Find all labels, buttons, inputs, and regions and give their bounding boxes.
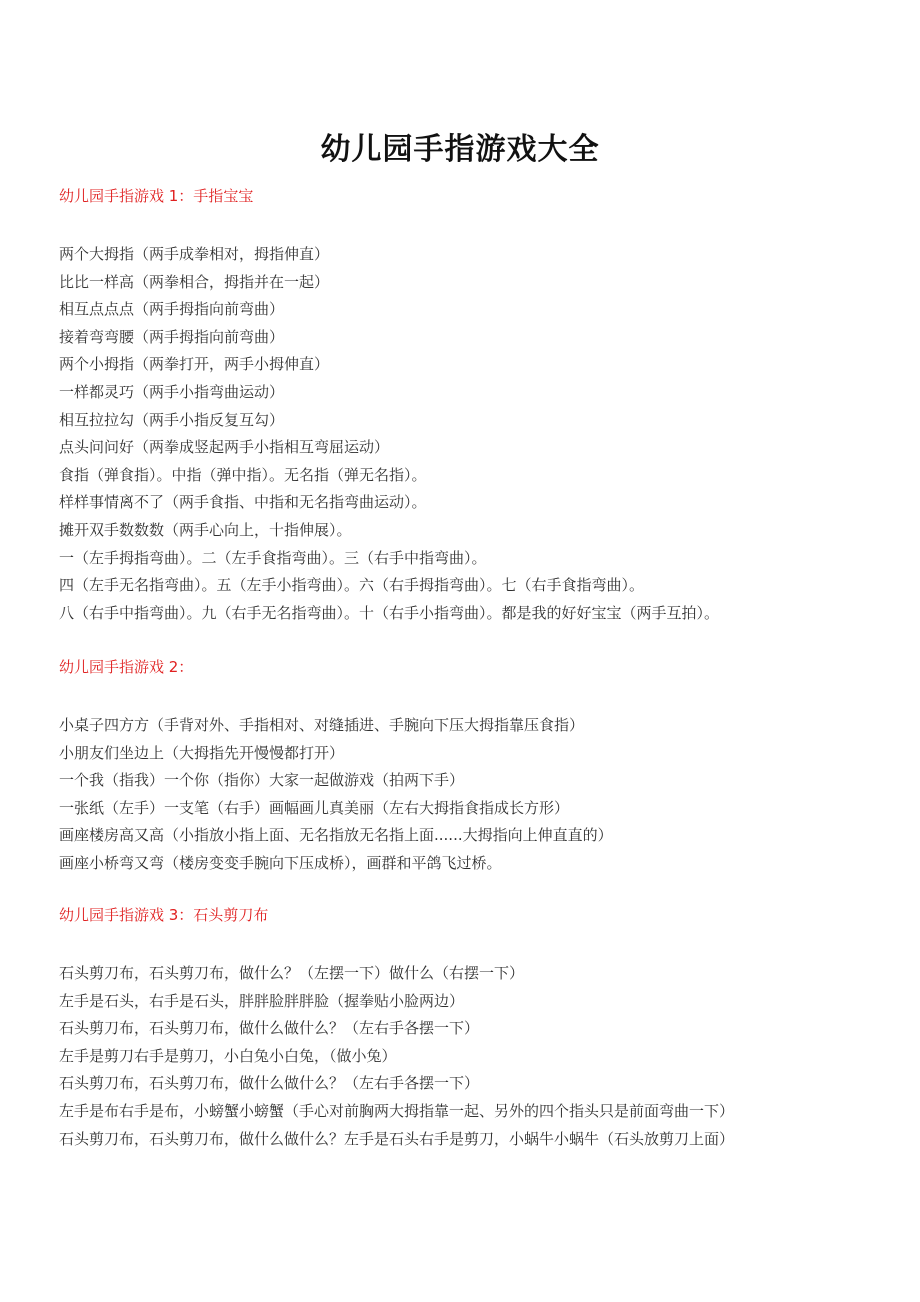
section-little-table <box>59 657 899 878</box>
text-line: 石头剪刀布，石头剪刀布，做什么做什么？左手是石头右手是剪刀，小蜗牛小蜗牛（石头放剪刀上面） <box>59 1129 735 1148</box>
text-line: 相互点点点（两手拇指向前弯曲） <box>59 300 285 319</box>
text-line: 画座楼房高又高（小指放小指上面、无名指放无名指上面......大拇指向上伸直直的） <box>59 826 613 845</box>
text-line: 样样事情离不了（两手食指、中指和无名指弯曲运动）。 <box>59 493 427 512</box>
text-line: 石头剪刀布，石头剪刀布，做什么做什么？（左右手各摆一下） <box>59 1019 480 1038</box>
text-line: 摊开双手数数数（两手心向上，十指伸展）。 <box>59 520 352 539</box>
text-line: 一样都灵巧（两手小指弯曲运动） <box>59 382 285 401</box>
section-lines <box>59 241 899 627</box>
section-heading: 幼儿园手指游戏 3：石头剪刀布 <box>59 906 269 924</box>
text-line: 一（左手拇指弯曲）。二（左手食指弯曲）。三（右手中指弯曲）。 <box>59 548 487 567</box>
text-line: 两个小拇指（两拳打开，两手小拇伸直） <box>59 355 330 374</box>
section-heading: 幼儿园手指游戏 2： <box>59 658 194 676</box>
text-line: 左手是布右手是布，小螃蟹小螃蟹（手心对前胸两大拇指靠一起、另外的四个指头只是前面弯曲一下） <box>59 1101 735 1120</box>
text-line: 一张纸（左手）一支笔（右手）画幅画儿真美丽（左右大拇指食指成长方形） <box>59 798 570 817</box>
text-line: 四（左手无名指弯曲）。五（左手小指弯曲）。六（右手拇指弯曲）。七（右手食指弯曲）。 <box>59 576 645 595</box>
text-line: 画座小桥弯又弯（楼房变变手腕向下压成桥），画群和平鸽飞过桥。 <box>59 853 502 872</box>
section-heading: 幼儿园手指游戏 1：手指宝宝 <box>59 187 254 205</box>
text-line: 石头剪刀布，石头剪刀布，做什么？（左摆一下）做什么（右摆一下） <box>59 964 525 982</box>
document-title: 幼儿园手指游戏大全 <box>320 132 600 167</box>
text-line: 小桌子四方方（手背对外、手指相对、对缝插进、手腕向下压大拇指靠压食指） <box>59 716 585 734</box>
text-line: 点头问问好（两拳成竖起两手小指相互弯屈运动） <box>59 438 390 457</box>
text-line: 食指（弹食指）。中指（弹中指）。无名指（弹无名指）。 <box>59 465 427 484</box>
text-line: 小朋友们坐边上（大拇指先开慢慢都打开） <box>59 743 345 762</box>
text-line: 八（右手中指弯曲）。九（右手无名指弯曲）。十（右手小指弯曲）。都是我的好好宝宝（两手互拍）。 <box>59 603 720 622</box>
text-line: 比比一样高（两拳相合，拇指并在一起） <box>59 272 330 291</box>
text-line: 一个我（指我）一个你（指你）大家一起做游戏（拍两下手） <box>59 771 465 790</box>
section-rock-paper-scissors <box>59 905 899 1153</box>
text-line: 左手是石头，右手是石头，胖胖脸胖胖脸（握拳贴小脸两边） <box>59 991 465 1010</box>
section-lines <box>59 960 899 1153</box>
text-line: 左手是剪刀右手是剪刀，小白兔小白兔，（做小兔） <box>59 1046 397 1065</box>
section-finger-baby <box>59 186 899 627</box>
text-line: 接着弯弯腰（两手拇指向前弯曲） <box>59 327 285 346</box>
section-lines <box>59 712 899 878</box>
text-line: 石头剪刀布，石头剪刀布，做什么做什么？（左右手各摆一下） <box>59 1074 480 1093</box>
text-line: 两个大拇指（两手成拳相对，拇指伸直） <box>59 245 330 263</box>
text-line: 相互拉拉勾（两手小指反复互勾） <box>59 410 285 429</box>
